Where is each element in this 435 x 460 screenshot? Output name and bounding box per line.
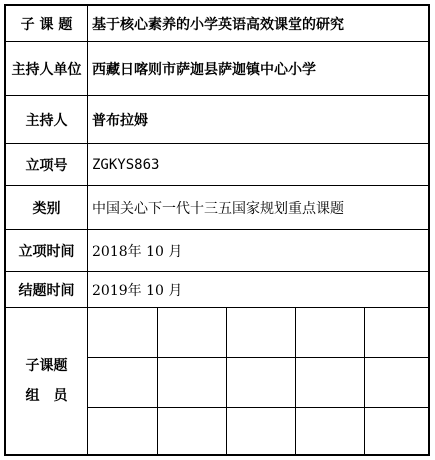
value-subtopic: 基于核心素养的小学英语高效课堂的研究 xyxy=(92,16,344,33)
member-cell xyxy=(158,308,227,358)
value-category: 中国关心下一代十三五国家规划重点课题 xyxy=(92,200,344,217)
member-cell xyxy=(88,408,158,454)
label-members-line1: 子课题 xyxy=(25,358,68,374)
member-cell xyxy=(296,358,365,408)
label-host-unit: 主持人单位 xyxy=(6,42,88,95)
label-host: 主持人 xyxy=(6,96,88,143)
label-members-line2: 组员 xyxy=(25,388,82,404)
member-cell xyxy=(158,358,227,408)
member-cell xyxy=(365,358,428,408)
row-category xyxy=(6,186,428,230)
value-completion-date: 2019年 10 月 xyxy=(92,282,183,299)
row-subtopic xyxy=(6,6,428,42)
value-host: 普布拉姆 xyxy=(92,112,148,129)
value-project-number: ZGKYS863 xyxy=(92,156,160,173)
member-cell xyxy=(227,308,296,358)
member-cell xyxy=(88,308,158,358)
row-host-unit xyxy=(6,42,428,96)
value-host-unit: 西藏日喀则市萨迦县萨迦镇中心小学 xyxy=(92,61,316,78)
row-members xyxy=(6,308,428,454)
member-cell xyxy=(296,408,365,454)
label-approval-date: 立项时间 xyxy=(6,230,88,271)
project-info-form xyxy=(4,4,430,456)
members-grid xyxy=(88,308,428,454)
member-cell xyxy=(88,358,158,408)
label-subtopic: 子 课 题 xyxy=(6,6,88,41)
label-completion-date: 结题时间 xyxy=(6,272,88,307)
member-cell xyxy=(365,408,428,454)
label-category: 类别 xyxy=(6,186,88,229)
label-members xyxy=(6,308,88,454)
row-approval-date xyxy=(6,230,428,272)
member-cell xyxy=(365,308,428,358)
member-cell xyxy=(227,408,296,454)
member-cell xyxy=(227,358,296,408)
member-cell xyxy=(158,408,227,454)
row-project-number xyxy=(6,144,428,186)
row-host xyxy=(6,96,428,144)
label-project-number: 立项号 xyxy=(6,144,88,185)
member-cell xyxy=(296,308,365,358)
value-approval-date: 2018年 10 月 xyxy=(92,243,183,260)
row-completion-date xyxy=(6,272,428,308)
